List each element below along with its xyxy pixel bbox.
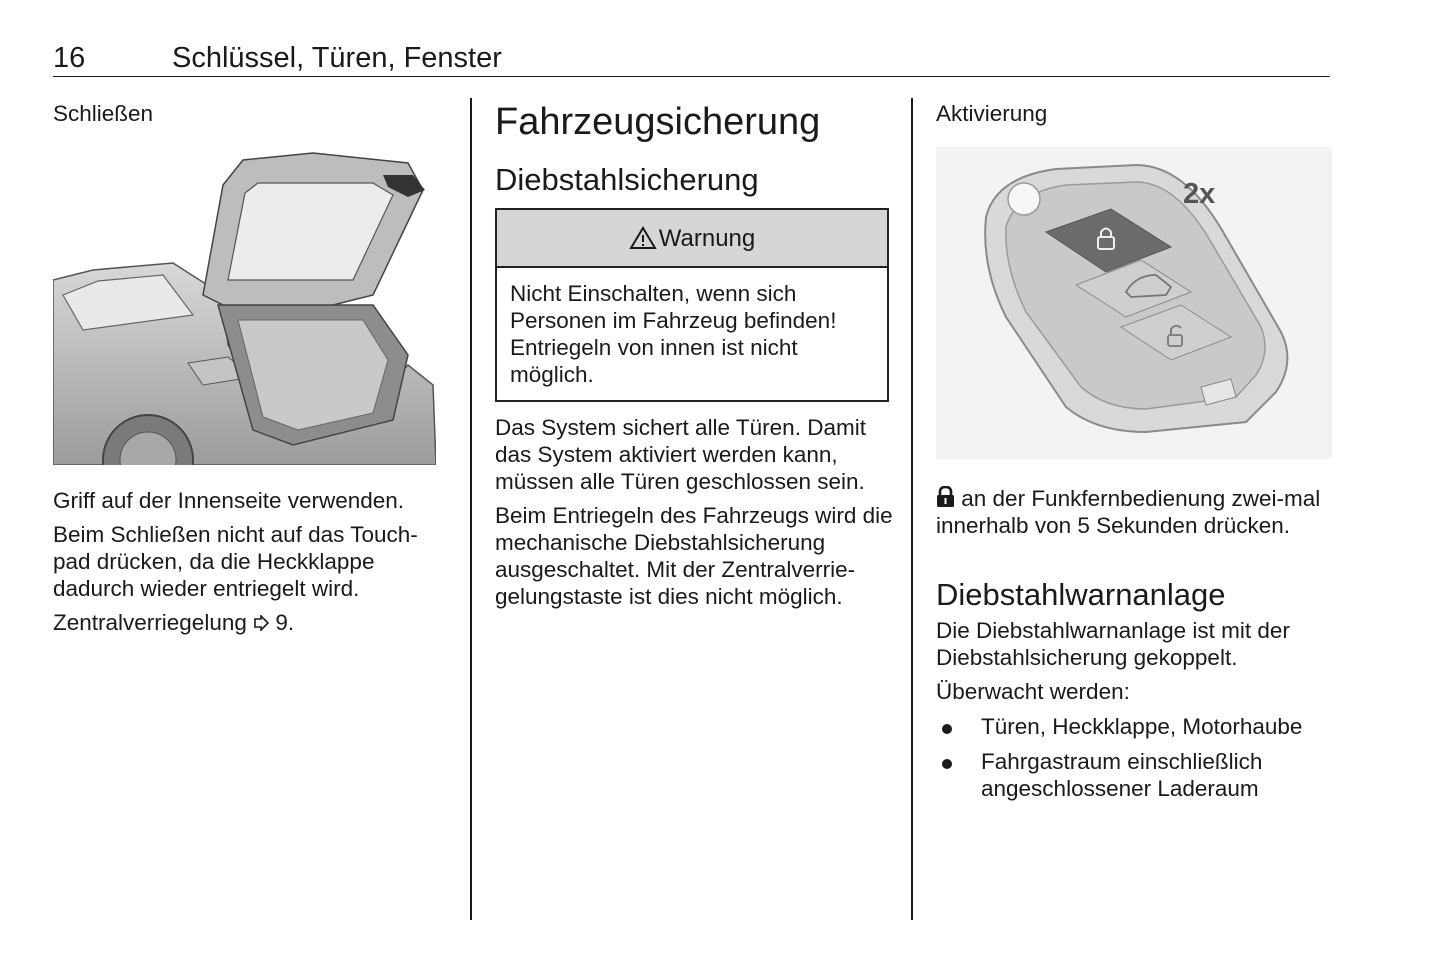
heading-diebstahlwarnanlage: Diebstahlwarnanlage (936, 577, 1226, 612)
warning-body: Nicht Einschalten, wenn sich Personen im Fahrzeug befinden! Entriegeln von innen ist nicht möglich. (510, 281, 837, 387)
warning-header (497, 210, 887, 268)
paragraph-beim-entriegeln: Beim Entriegeln des Fahrzeugs wird die mechanische Diebstahlsicherung ausgeschaltet. Mit der Zentralverrie-gelungstaste ist dies nicht möglich. (495, 503, 893, 609)
paragraph-griff: Griff auf der Innenseite verwenden. (53, 488, 405, 513)
crossref-text: Zentralverriegelung (53, 610, 247, 635)
heading-diebstahlsicherung: Diebstahlsicherung (495, 162, 759, 197)
bullet-icon (942, 759, 952, 769)
column-right (936, 98, 1336, 810)
figure-label-2x: 2x (1183, 178, 1216, 210)
warning-title: Warnung (658, 224, 756, 252)
arrow-reference-icon (253, 615, 269, 631)
monitored-list (936, 713, 1336, 802)
chapter-title: Schlüssel, Türen, Fenster (172, 42, 502, 74)
subheading-aktivierung: Aktivierung (936, 101, 1048, 126)
paragraph-ueberwacht: Überwacht werden: (936, 679, 1130, 704)
subheading-schliessen: Schließen (53, 101, 154, 126)
crossref-page: 9. (275, 610, 295, 635)
lock-icon (936, 486, 955, 508)
paragraph-funkfernbedienung (936, 485, 1336, 539)
page-header (53, 40, 1330, 77)
warning-box (495, 208, 889, 402)
column-divider (911, 98, 913, 920)
page-number: 16 (53, 42, 86, 74)
bullet-icon (942, 724, 952, 734)
heading-fahrzeugsicherung: Fahrzeugsicherung (495, 101, 821, 143)
paragraph-beim-schliessen: Beim Schließen nicht auf das Touch-pad drücken, da die Heckklappe dadurch wieder entriegelt wird. (53, 522, 418, 601)
remote-key-fob-illustration (936, 147, 1332, 459)
paragraph-diebstahlwarnanlage: Die Diebstahlwarnanlage ist mit der Diebstahlsicherung gekoppelt. (936, 618, 1290, 670)
cross-reference[interactable] (53, 609, 453, 636)
column-divider (470, 98, 472, 920)
text-an-der-funkfernbedienung: an der Funkfernbedienung zwei-mal innerhalb von 5 Sekunden drücken. (936, 486, 1321, 538)
column-left (53, 98, 453, 636)
list-item (936, 713, 1336, 740)
list-item-text: Fahrgastraum einschließlich angeschlossener Laderaum (981, 749, 1263, 801)
column-middle (495, 98, 895, 610)
warning-triangle-icon (629, 226, 657, 250)
list-item (936, 748, 1336, 802)
car-tailgate-figure (53, 145, 436, 465)
list-item-text: Türen, Heckklappe, Motorhaube (981, 714, 1303, 739)
key-fob-figure (936, 147, 1332, 459)
paragraph-system-sichert: Das System sichert alle Türen. Damit das System aktiviert werden kann, müssen alle Türen geschlossen sein. (495, 415, 866, 494)
car-rear-open-tailgate-illustration (53, 145, 436, 465)
